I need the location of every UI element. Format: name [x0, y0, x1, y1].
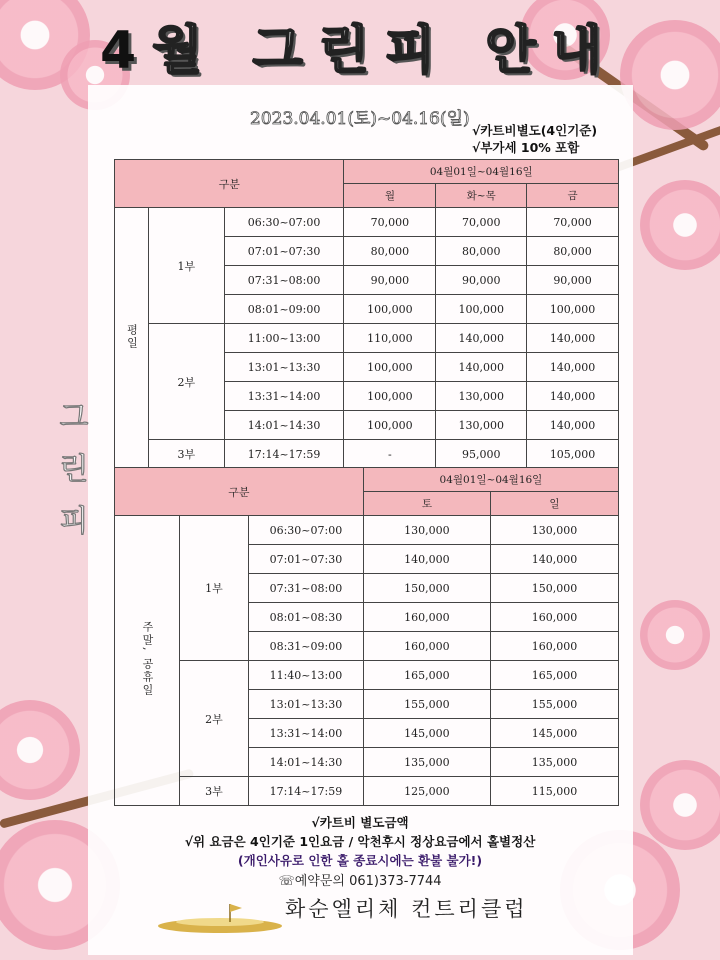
tee-time: 13:01~13:30 — [248, 690, 363, 719]
price-cell: 90,000 — [436, 266, 527, 295]
session-label: 3부 — [180, 777, 249, 806]
tee-time: 13:31~14:00 — [248, 719, 363, 748]
table-row — [115, 661, 619, 690]
session-label: 3부 — [148, 440, 224, 469]
note-cart: √카트비별도(4인기준) — [472, 123, 598, 138]
price-cell: 115,000 — [490, 777, 618, 806]
tee-time: 07:31~08:00 — [248, 574, 363, 603]
club-name: 화순엘리체 컨트리클럽 — [285, 897, 528, 921]
price-cell: 155,000 — [490, 690, 618, 719]
tee-time: 11:00~13:00 — [224, 324, 344, 353]
price-cell: 100,000 — [436, 295, 527, 324]
price-cell: 165,000 — [363, 661, 490, 690]
price-cell: 140,000 — [363, 545, 490, 574]
price-cell: - — [344, 440, 436, 469]
price-cell: 100,000 — [344, 353, 436, 382]
session-label: 2부 — [148, 324, 224, 440]
tee-time: 17:14~17:59 — [224, 440, 344, 469]
weekday-price-table — [114, 159, 619, 469]
side-label: 그 린 피 — [59, 400, 89, 539]
table-row — [115, 440, 619, 469]
price-cell: 130,000 — [363, 516, 490, 545]
note-refund: (개인사유로 인한 홀 종료시에는 환불 불가!) — [237, 853, 483, 868]
price-cell: 160,000 — [490, 632, 618, 661]
price-cell: 155,000 — [363, 690, 490, 719]
price-cell: 140,000 — [527, 353, 619, 382]
price-cell: 145,000 — [363, 719, 490, 748]
price-cell: 70,000 — [436, 208, 527, 237]
price-cell: 165,000 — [490, 661, 618, 690]
price-cell: 140,000 — [527, 382, 619, 411]
tee-time: 07:01~07:30 — [248, 545, 363, 574]
tee-time: 14:01~14:30 — [248, 748, 363, 777]
price-cell: 160,000 — [490, 603, 618, 632]
row-category-label: 평일 — [115, 208, 149, 469]
table-row — [115, 208, 619, 237]
weekend-period: 04월01일~04월16일 — [363, 468, 618, 492]
price-cell: 80,000 — [344, 237, 436, 266]
weekday-period: 04월01일~04월16일 — [344, 160, 619, 184]
date-range: 2023.04.01(토)~04.16(일) — [250, 109, 470, 129]
tee-time: 07:01~07:30 — [224, 237, 344, 266]
tee-time: 14:01~14:30 — [224, 411, 344, 440]
tee-time: 06:30~07:00 — [224, 208, 344, 237]
price-cell: 140,000 — [527, 411, 619, 440]
day-header: 금 — [527, 184, 619, 208]
tee-time: 06:30~07:00 — [248, 516, 363, 545]
price-cell: 80,000 — [436, 237, 527, 266]
tee-time: 11:40~13:00 — [248, 661, 363, 690]
price-cell: 140,000 — [436, 353, 527, 382]
price-cell: 100,000 — [527, 295, 619, 324]
price-cell: 95,000 — [436, 440, 527, 469]
price-cell: 100,000 — [344, 295, 436, 324]
tee-time: 17:14~17:59 — [248, 777, 363, 806]
tee-time: 13:01~13:30 — [224, 353, 344, 382]
price-cell: 140,000 — [490, 545, 618, 574]
price-cell: 130,000 — [436, 382, 527, 411]
weekday-header-label: 구분 — [115, 160, 344, 208]
day-header: 토 — [363, 492, 490, 516]
reservation-phone: ☏예약문의 061)373-7744 — [278, 874, 442, 889]
tee-time: 13:31~14:00 — [224, 382, 344, 411]
weekend-header-label: 구분 — [115, 468, 364, 516]
tee-time: 08:01~09:00 — [224, 295, 344, 324]
price-cell: 145,000 — [490, 719, 618, 748]
weekend-price-table — [114, 467, 619, 806]
price-cell: 100,000 — [344, 382, 436, 411]
price-cell: 130,000 — [436, 411, 527, 440]
price-cell: 80,000 — [527, 237, 619, 266]
price-cell: 140,000 — [436, 324, 527, 353]
note-fee-policy: √위 요금은 4인기준 1인요금 / 악천후시 정상요금에서 홀별정산 — [184, 834, 536, 849]
day-header: 일 — [490, 492, 618, 516]
tee-time: 08:31~09:00 — [248, 632, 363, 661]
note-vat: √부가세 10% 포함 — [472, 140, 580, 155]
row-category-label: 주말, 공휴일 — [115, 516, 180, 806]
price-cell: 140,000 — [527, 324, 619, 353]
price-cell: 135,000 — [363, 748, 490, 777]
table-row — [115, 324, 619, 353]
price-cell: 105,000 — [527, 440, 619, 469]
tee-time: 07:31~08:00 — [224, 266, 344, 295]
session-label: 1부 — [148, 208, 224, 324]
table-row — [115, 777, 619, 806]
price-cell: 90,000 — [344, 266, 436, 295]
price-cell: 150,000 — [490, 574, 618, 603]
price-cell: 130,000 — [490, 516, 618, 545]
tee-time: 08:01~08:30 — [248, 603, 363, 632]
note-cart-extra: √카트비 별도금액 — [311, 815, 409, 830]
price-cell: 110,000 — [344, 324, 436, 353]
price-cell: 125,000 — [363, 777, 490, 806]
price-cell: 70,000 — [527, 208, 619, 237]
session-label: 2부 — [180, 661, 249, 777]
price-cell: 160,000 — [363, 603, 490, 632]
day-header: 월 — [344, 184, 436, 208]
price-cell: 150,000 — [363, 574, 490, 603]
price-cell: 160,000 — [363, 632, 490, 661]
price-cell: 135,000 — [490, 748, 618, 777]
page-title: 4월 그린피 안내 — [100, 21, 618, 81]
top-notes — [472, 122, 597, 156]
day-header: 화~목 — [436, 184, 527, 208]
session-label: 1부 — [180, 516, 249, 661]
price-cell: 90,000 — [527, 266, 619, 295]
club-logo-icon — [150, 900, 290, 940]
table-row — [115, 516, 619, 545]
price-cell: 70,000 — [344, 208, 436, 237]
price-cell: 100,000 — [344, 411, 436, 440]
